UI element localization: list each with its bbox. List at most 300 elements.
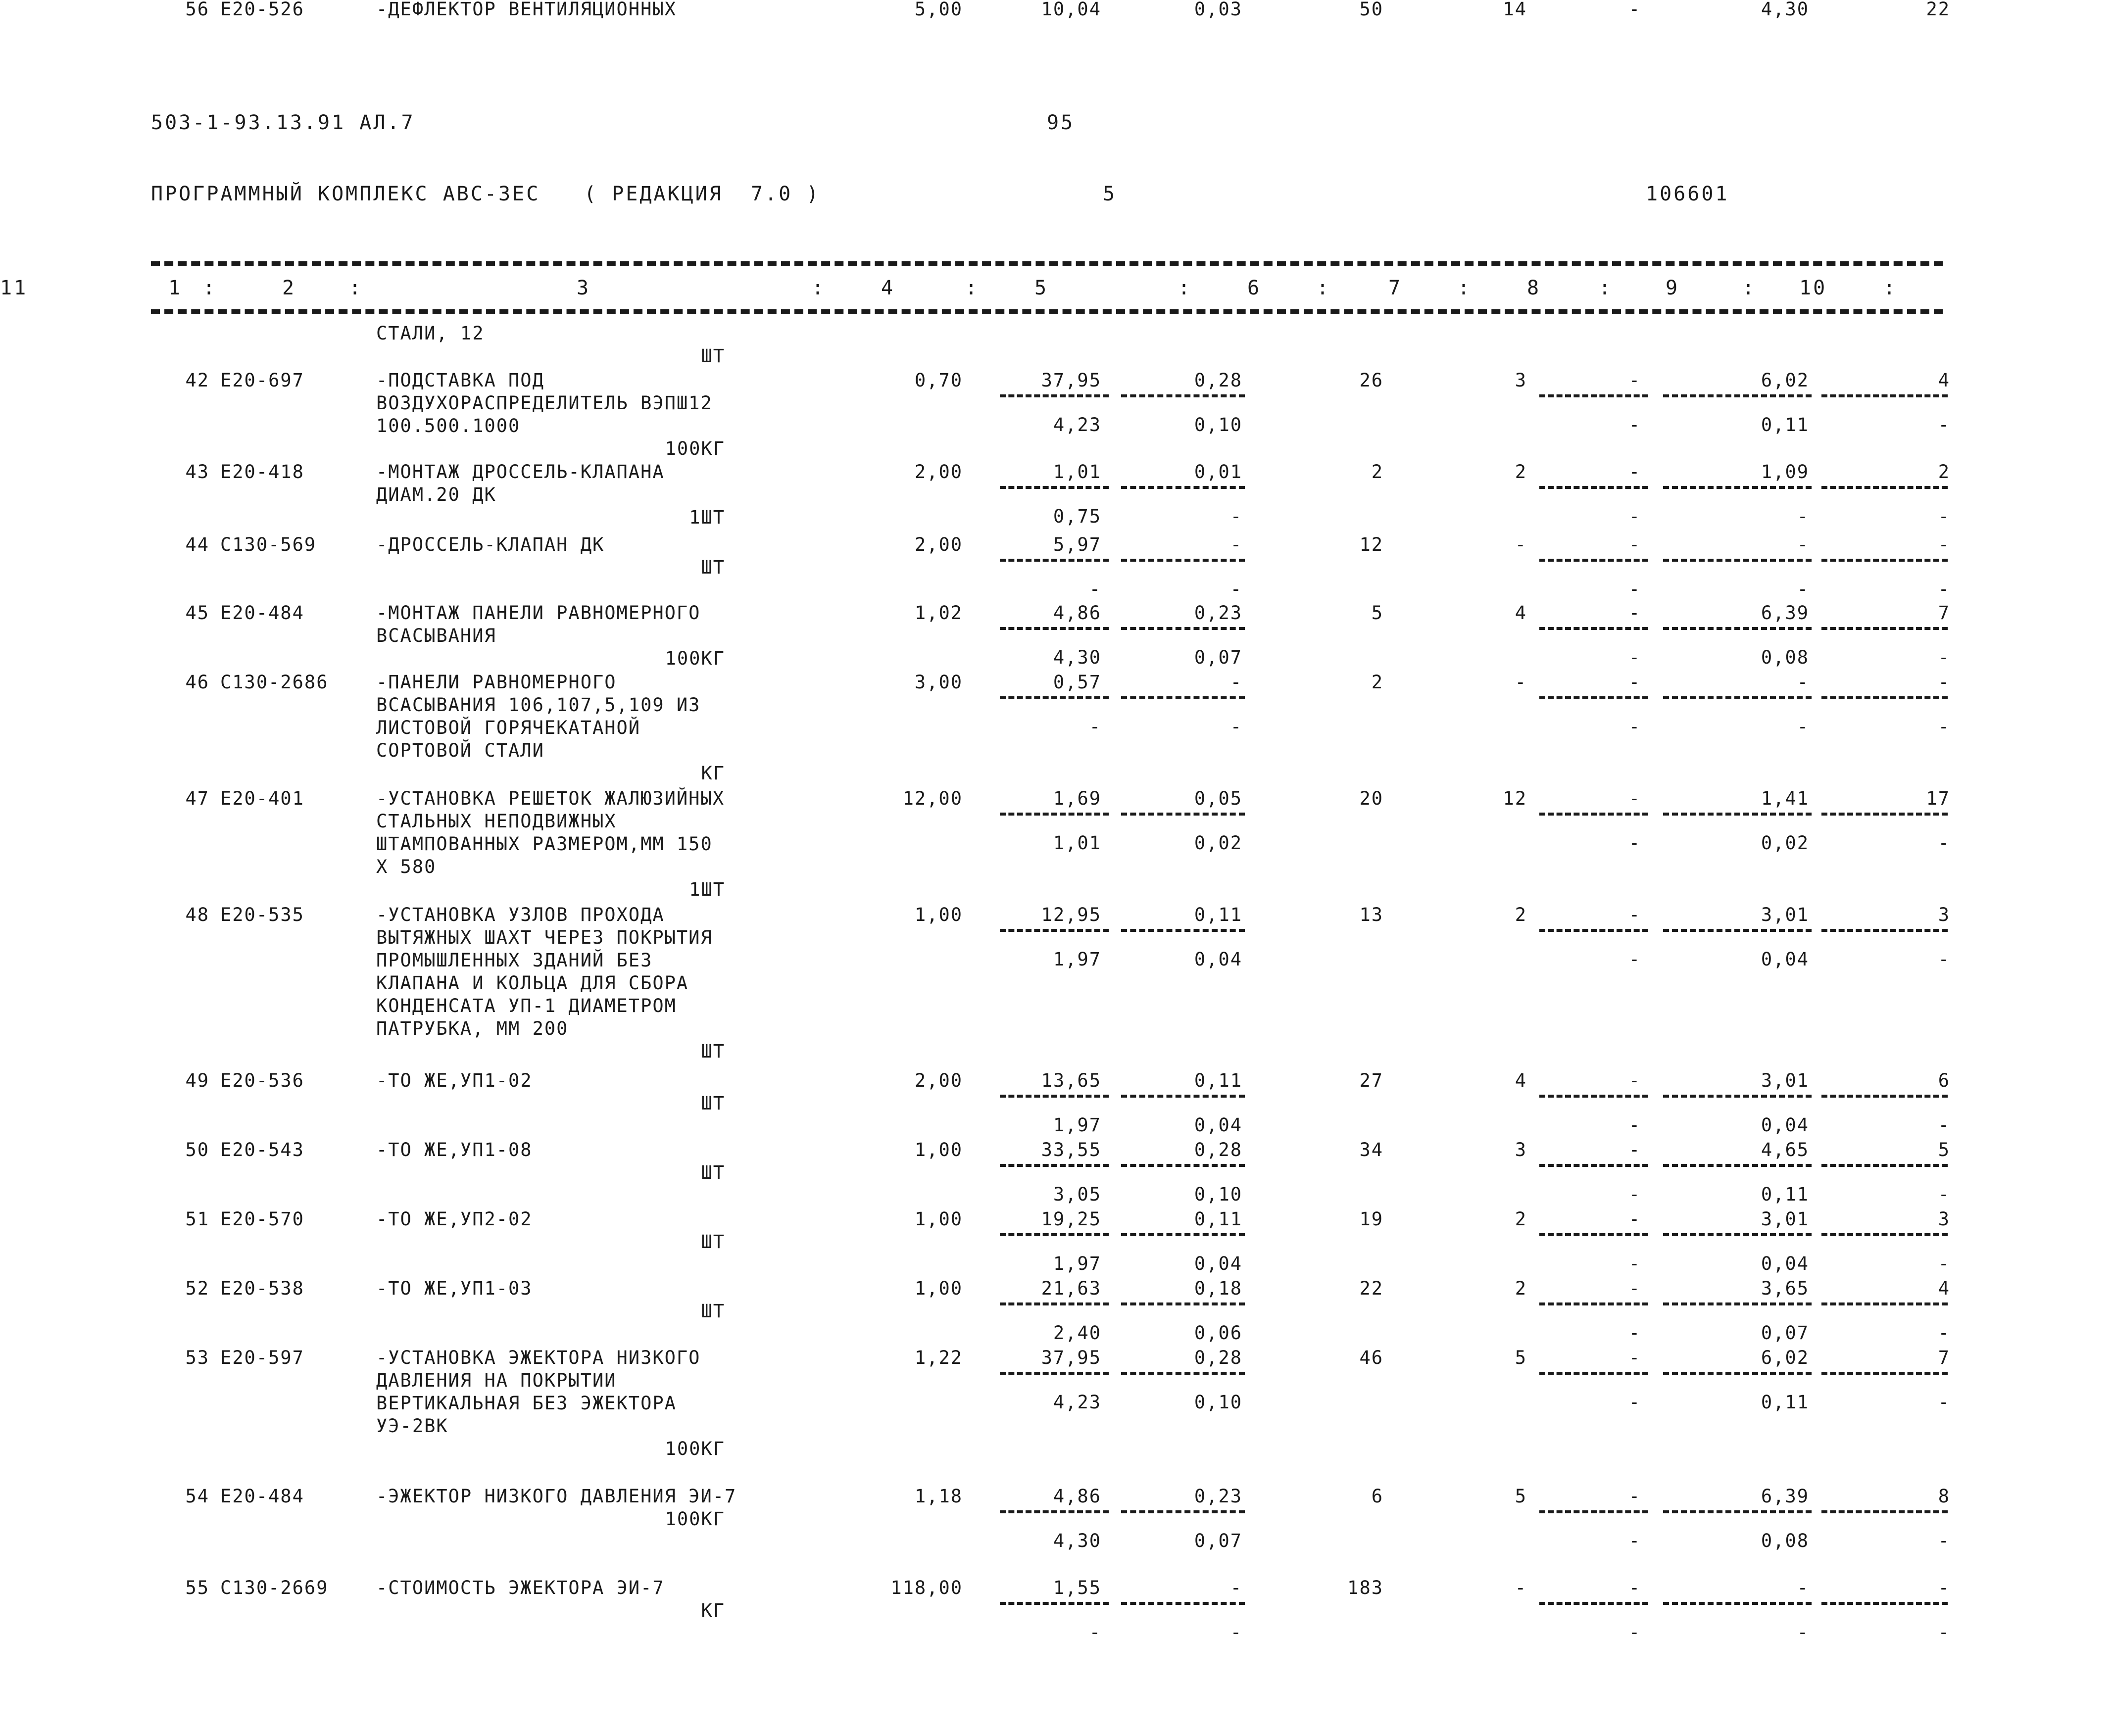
separator-rule — [1121, 1233, 1245, 1236]
cell-col9-secondary: - — [1628, 647, 1641, 668]
cell-col5: 12,95 — [1041, 904, 1101, 925]
item-description: СТАЛЬНЫХ НЕПОДВИЖНЫХ — [376, 811, 617, 832]
cell-col5-secondary: - — [1089, 716, 1101, 737]
separator-rule — [1000, 1095, 1109, 1098]
cell-col10: 6,02 — [1761, 1347, 1809, 1368]
item-description: ВОЗДУХОРАСПРЕДЕЛИТЕЛЬ ВЭПШ12 — [376, 392, 713, 414]
cell-col7: 26 — [1359, 370, 1383, 391]
separator-rule — [1000, 1602, 1109, 1605]
cell-col5-secondary: 2,40 — [1053, 1322, 1101, 1344]
cell-col8: 3 — [1515, 1139, 1527, 1160]
separator-rule — [1121, 1602, 1245, 1605]
rate-code: Е20-597 — [220, 1347, 304, 1368]
quantity: 1,18 — [914, 1486, 963, 1507]
quantity: 1,00 — [914, 1208, 963, 1230]
cell-col10-secondary: 0,04 — [1761, 1253, 1809, 1274]
column-header: 1 — [168, 277, 183, 299]
item-description: Х 580 — [376, 856, 437, 877]
cell-col11: 6 — [1938, 1070, 1950, 1091]
cell-col5: 19,25 — [1041, 1208, 1101, 1230]
cell-col7: 2 — [1371, 672, 1383, 693]
separator-rule — [1539, 559, 1648, 562]
cell-col9-secondary: - — [1628, 1530, 1641, 1551]
quantity: 12,00 — [902, 788, 963, 809]
separator-rule — [1663, 1095, 1812, 1098]
cell-col10-secondary: 0,04 — [1761, 949, 1809, 970]
cell-col10: 3,01 — [1761, 1070, 1809, 1091]
cell-col7: 20 — [1359, 788, 1383, 809]
cell-col5-secondary: 4,30 — [1053, 1530, 1101, 1551]
cell-col8: - — [1515, 672, 1527, 693]
item-description: ДАВЛЕНИЯ НА ПОКРЫТИИ — [376, 1370, 617, 1391]
cell-col10: 1,41 — [1761, 788, 1809, 809]
separator-rule — [1121, 1164, 1245, 1167]
column-separator: : — [1599, 277, 1613, 299]
edition: ( РЕДАКЦИЯ 7.0 ) — [584, 183, 821, 205]
cell-col9: - — [1628, 534, 1641, 555]
item-description: -СТОИМОСТЬ ЭЖЕКТОРА ЭИ-7 — [376, 1577, 665, 1598]
separator-rule — [1663, 627, 1812, 630]
unit-of-measure: ШТ — [701, 1162, 725, 1183]
item-description: ПАТРУБКА, ММ 200 — [376, 1018, 569, 1039]
rate-code: Е20-418 — [220, 461, 304, 482]
cell-col10-secondary: - — [1797, 716, 1809, 737]
table-top-rule — [151, 261, 1943, 266]
item-description: -ТО ЖЕ,УП1-02 — [376, 1070, 533, 1091]
rate-code: Е20-543 — [220, 1139, 304, 1160]
cell-col5-secondary: 0,75 — [1053, 506, 1101, 527]
column-header: 11 — [0, 277, 28, 299]
separator-rule — [1000, 1233, 1109, 1236]
cell-col9-secondary: - — [1628, 579, 1641, 600]
cell-col6: 0,01 — [1194, 461, 1242, 482]
rate-code: Е20-484 — [220, 602, 304, 624]
cell-col10: 4,65 — [1761, 1139, 1809, 1160]
column-separator: : — [1178, 277, 1192, 299]
cell-col9-secondary: - — [1628, 716, 1641, 737]
item-description: ДИАМ.20 ДК — [376, 484, 496, 505]
separator-rule — [1539, 1095, 1648, 1098]
separator-rule — [1121, 1095, 1245, 1098]
quantity: 5,00 — [914, 0, 963, 20]
quantity: 1,00 — [914, 1278, 963, 1299]
cell-col11-secondary: - — [1938, 506, 1950, 527]
cell-col6: 0,03 — [1194, 0, 1242, 20]
cell-col11-secondary: - — [1938, 647, 1950, 668]
quantity: 1,22 — [914, 1347, 963, 1368]
rate-code: С130-2669 — [220, 1577, 329, 1598]
separator-rule — [1121, 813, 1245, 816]
separator-rule — [1121, 696, 1245, 699]
cell-col6-secondary: - — [1230, 506, 1242, 527]
separator-rule — [1121, 486, 1245, 489]
cell-col7: 5 — [1371, 602, 1383, 624]
cell-col10: 3,65 — [1761, 1278, 1809, 1299]
unit-of-measure: ШТ — [701, 1231, 725, 1253]
quantity: 3,00 — [914, 672, 963, 693]
cell-col10: - — [1797, 672, 1809, 693]
separator-rule — [1821, 813, 1948, 816]
cell-col6-secondary: 0,10 — [1194, 414, 1242, 435]
separator-rule — [1539, 1510, 1648, 1513]
rate-code: Е20-538 — [220, 1278, 304, 1299]
cell-col11: 4 — [1938, 1278, 1950, 1299]
rate-code: Е20-536 — [220, 1070, 304, 1091]
cell-col6: 0,23 — [1194, 1486, 1242, 1507]
item-description: -ПОДСТАВКА ПОД — [376, 370, 544, 391]
cell-col7: 27 — [1359, 1070, 1383, 1091]
quantity: 2,00 — [914, 1070, 963, 1091]
separator-rule — [1121, 394, 1245, 397]
cell-col5: 21,63 — [1041, 1278, 1101, 1299]
item-description: КЛАПАНА И КОЛЬЦА ДЛЯ СБОРА — [376, 972, 689, 994]
cell-col7: 22 — [1359, 1278, 1383, 1299]
cell-col11-secondary: - — [1938, 1322, 1950, 1344]
cell-col10-secondary: - — [1797, 579, 1809, 600]
separator-rule — [1821, 559, 1948, 562]
cell-col6-secondary: 0,04 — [1194, 1253, 1242, 1274]
separator-rule — [1821, 394, 1948, 397]
cell-col9: - — [1628, 1486, 1641, 1507]
cell-col5: 4,86 — [1053, 602, 1101, 624]
cell-col6-secondary: 0,10 — [1194, 1392, 1242, 1413]
separator-rule — [1663, 1233, 1812, 1236]
separator-rule — [1121, 929, 1245, 932]
separator-rule — [1539, 696, 1648, 699]
unit-of-measure: 1ШТ — [689, 507, 725, 528]
separator-rule — [1121, 559, 1245, 562]
item-description: -ТО ЖЕ,УП1-03 — [376, 1278, 533, 1299]
cell-col9-secondary: - — [1628, 1392, 1641, 1413]
cell-col10: 3,01 — [1761, 1208, 1809, 1230]
cell-col6: 0,28 — [1194, 1347, 1242, 1368]
separator-rule — [1663, 813, 1812, 816]
cell-col5: 37,95 — [1041, 1347, 1101, 1368]
separator-rule — [1539, 1602, 1648, 1605]
cell-col10: 4,30 — [1761, 0, 1809, 20]
cell-col6-secondary: 0,04 — [1194, 1114, 1242, 1136]
item-description: -УСТАНОВКА РЕШЕТОК ЖАЛЮЗИЙНЫХ — [376, 788, 725, 809]
cell-col7: 6 — [1371, 1486, 1383, 1507]
item-number: 47 — [185, 788, 209, 809]
cell-col10-secondary: 0,11 — [1761, 414, 1809, 435]
cell-col7: 50 — [1359, 0, 1383, 20]
cell-col9: - — [1628, 1347, 1641, 1368]
unit-of-measure: 1ШТ — [689, 879, 725, 900]
cell-col5-secondary: 4,23 — [1053, 414, 1101, 435]
separator-rule — [1000, 696, 1109, 699]
separator-rule — [1663, 1164, 1812, 1167]
cell-col10-secondary: - — [1797, 1622, 1809, 1643]
cell-col8: - — [1515, 534, 1527, 555]
item-number: 51 — [185, 1208, 209, 1230]
column-separator: : — [349, 277, 363, 299]
cell-col10: 3,01 — [1761, 904, 1809, 925]
column-separator: : — [812, 277, 826, 299]
cell-col6: 0,11 — [1194, 904, 1242, 925]
item-description: -ПАНЕЛИ РАВНОМЕРНОГО — [376, 672, 617, 693]
cell-col5-secondary: 1,01 — [1053, 832, 1101, 854]
cell-col8: 4 — [1515, 1070, 1527, 1091]
separator-rule — [1000, 627, 1109, 630]
document-code: 106601 — [1646, 183, 1729, 205]
cell-col6: 0,23 — [1194, 602, 1242, 624]
separator-rule — [1821, 627, 1948, 630]
column-header: 2 — [282, 277, 296, 299]
cell-col5-secondary: 4,30 — [1053, 647, 1101, 668]
separator-rule — [1663, 696, 1812, 699]
cell-col9: - — [1628, 904, 1641, 925]
cell-col8: 5 — [1515, 1486, 1527, 1507]
item-description: -ТО ЖЕ,УП2-02 — [376, 1208, 533, 1230]
separator-rule — [1821, 929, 1948, 932]
item-description: ПРОМЫШЛЕННЫХ ЗДАНИЙ БЕЗ — [376, 950, 653, 971]
cell-col5: 5,97 — [1053, 534, 1101, 555]
cell-col6: 0,18 — [1194, 1278, 1242, 1299]
cell-col10-secondary: 0,07 — [1761, 1322, 1809, 1344]
separator-rule — [1663, 1372, 1812, 1375]
cell-col9-secondary: - — [1628, 1114, 1641, 1136]
separator-rule — [1000, 813, 1109, 816]
item-number: 48 — [185, 904, 209, 925]
rate-code: Е20-484 — [220, 1486, 304, 1507]
cell-col5-secondary: 1,97 — [1053, 1114, 1101, 1136]
cell-col9-secondary: - — [1628, 949, 1641, 970]
item-number: 44 — [185, 534, 209, 555]
cell-col9-secondary: - — [1628, 506, 1641, 527]
separator-rule — [1663, 1602, 1812, 1605]
separator-rule — [1663, 486, 1812, 489]
column-separator: : — [203, 277, 217, 299]
cell-col5-secondary: - — [1089, 1622, 1101, 1643]
column-separator: : — [1883, 277, 1898, 299]
separator-rule — [1539, 394, 1648, 397]
cell-col11: 8 — [1938, 1486, 1950, 1507]
separator-rule — [1821, 696, 1948, 699]
cell-col6: 0,11 — [1194, 1070, 1242, 1091]
unit-of-measure: КГ — [701, 763, 725, 784]
cell-col8: 5 — [1515, 1347, 1527, 1368]
item-description: -УСТАНОВКА УЗЛОВ ПРОХОДА — [376, 904, 665, 925]
cell-col7: 46 — [1359, 1347, 1383, 1368]
cell-col9: - — [1628, 672, 1641, 693]
cell-col11-secondary: - — [1938, 414, 1950, 435]
separator-rule — [1539, 929, 1648, 932]
item-description: ВСАСЫВАНИЯ 106,107,5,109 ИЗ — [376, 694, 701, 716]
cell-col10-secondary: 0,11 — [1761, 1184, 1809, 1205]
unit-of-measure: 100КГ — [665, 1508, 725, 1530]
cell-col6: 0,28 — [1194, 370, 1242, 391]
rate-code: Е20-535 — [220, 904, 304, 925]
cell-col10-secondary: 0,02 — [1761, 832, 1809, 854]
separator-rule — [1121, 627, 1245, 630]
item-description: 100.500.1000 — [376, 415, 521, 436]
separator-rule — [1821, 486, 1948, 489]
cell-col6: - — [1230, 1577, 1242, 1598]
cell-col11-secondary: - — [1938, 1253, 1950, 1274]
cell-col11-secondary: - — [1938, 1184, 1950, 1205]
separator-rule — [1000, 1510, 1109, 1513]
item-description: СОРТОВОЙ СТАЛИ — [376, 740, 544, 761]
separator-rule — [1539, 486, 1648, 489]
cell-col11: 5 — [1938, 1139, 1950, 1160]
cell-col9: - — [1628, 1070, 1641, 1091]
cell-col11: 3 — [1938, 1208, 1950, 1230]
cell-col6: - — [1230, 534, 1242, 555]
cell-col11: 3 — [1938, 904, 1950, 925]
separator-rule — [1000, 486, 1109, 489]
cell-col9: - — [1628, 1208, 1641, 1230]
cell-col11-secondary: - — [1938, 1114, 1950, 1136]
rate-code: Е20-570 — [220, 1208, 304, 1230]
item-description: КОНДЕНСАТА УП-1 ДИАМЕТРОМ — [376, 995, 677, 1016]
rate-code: Е20-697 — [220, 370, 304, 391]
cell-col8: 2 — [1515, 904, 1527, 925]
cell-col10: 6,39 — [1761, 602, 1809, 624]
rate-code: С130-569 — [220, 534, 317, 555]
item-number: 49 — [185, 1070, 209, 1091]
separator-rule — [1821, 1095, 1948, 1098]
table-header-rule — [151, 309, 1943, 314]
cell-col6-secondary: 0,07 — [1194, 647, 1242, 668]
quantity: 2,00 — [914, 534, 963, 555]
cell-col10: - — [1797, 534, 1809, 555]
cell-col5: 37,95 — [1041, 370, 1101, 391]
cell-col6-secondary: 0,02 — [1194, 832, 1242, 854]
cell-col11: 7 — [1938, 1347, 1950, 1368]
item-description: ЛИСТОВОЙ ГОРЯЧЕКАТАНОЙ — [376, 717, 641, 738]
separator-rule — [1821, 1602, 1948, 1605]
cell-col10: 6,02 — [1761, 370, 1809, 391]
cell-col11: - — [1938, 672, 1950, 693]
cell-col9-secondary: - — [1628, 1322, 1641, 1344]
separator-rule — [1000, 394, 1109, 397]
cell-col5-secondary: 1,97 — [1053, 949, 1101, 970]
cell-col8: 2 — [1515, 461, 1527, 482]
quantity: 1,00 — [914, 1139, 963, 1160]
doc-code: 503-1-93.13.91 АЛ.7 — [151, 111, 415, 134]
cell-col10-secondary: 0,08 — [1761, 1530, 1809, 1551]
cell-col5: 1,55 — [1053, 1577, 1101, 1598]
column-header: 5 — [1034, 277, 1049, 299]
unit-of-measure: ШТ — [701, 1093, 725, 1114]
column-separator: : — [965, 277, 980, 299]
cell-col10: - — [1797, 1577, 1809, 1598]
cell-col6-secondary: - — [1230, 579, 1242, 600]
cell-col6-secondary: - — [1230, 716, 1242, 737]
unit-of-measure: ШТ — [701, 1301, 725, 1322]
separator-rule — [1539, 813, 1648, 816]
cell-col9: - — [1628, 602, 1641, 624]
cell-col7: 13 — [1359, 904, 1383, 925]
cell-col10-secondary: 0,08 — [1761, 647, 1809, 668]
cell-col6: - — [1230, 672, 1242, 693]
program-title: ПРОГРАММНЫЙ КОМПЛЕКС АВС-3ЕС — [151, 183, 540, 205]
cell-col9: - — [1628, 1278, 1641, 1299]
item-description: СТАЛИ, 12 — [376, 323, 485, 344]
separator-rule — [1663, 1302, 1812, 1305]
cell-col10-secondary: - — [1797, 506, 1809, 527]
cell-col6: 0,05 — [1194, 788, 1242, 809]
cell-col9: - — [1628, 370, 1641, 391]
cell-col9-secondary: - — [1628, 832, 1641, 854]
separator-rule — [1000, 559, 1109, 562]
cell-col6: 0,28 — [1194, 1139, 1242, 1160]
item-description: -ЭЖЕКТОР НИЗКОГО ДАВЛЕНИЯ ЭИ-7 — [376, 1486, 737, 1507]
separator-rule — [1121, 1510, 1245, 1513]
separator-rule — [1821, 1164, 1948, 1167]
cell-col5: 1,01 — [1053, 461, 1101, 482]
item-number: 50 — [185, 1139, 209, 1160]
unit-of-measure: 100КГ — [665, 438, 725, 459]
separator-rule — [1539, 1302, 1648, 1305]
cell-col6-secondary: 0,06 — [1194, 1322, 1242, 1344]
item-description: ВЫТЯЖНЫХ ШАХТ ЧЕРЕЗ ПОКРЫТИЯ — [376, 927, 713, 948]
cell-col11: 2 — [1938, 461, 1950, 482]
item-number: 46 — [185, 672, 209, 693]
separator-rule — [1000, 1302, 1109, 1305]
cell-col6-secondary: - — [1230, 1622, 1242, 1643]
unit-of-measure: КГ — [701, 1600, 725, 1621]
cell-col7: 183 — [1347, 1577, 1383, 1598]
column-separator: : — [1742, 277, 1757, 299]
quantity: 118,00 — [890, 1577, 963, 1598]
item-description: -ДЕФЛЕКТОР ВЕНТИЛЯЦИОННЫХ — [376, 0, 677, 20]
cell-col11: - — [1938, 534, 1950, 555]
item-description: -УСТАНОВКА ЭЖЕКТОРА НИЗКОГО — [376, 1347, 701, 1368]
cell-col11: - — [1938, 1577, 1950, 1598]
cell-col9: - — [1628, 1139, 1641, 1160]
column-header: 3 — [577, 277, 591, 299]
separator-rule — [1121, 1302, 1245, 1305]
unit-of-measure: ШТ — [701, 1041, 725, 1062]
cell-col6-secondary: 0,04 — [1194, 949, 1242, 970]
cell-col8: 4 — [1515, 602, 1527, 624]
item-number: 52 — [185, 1278, 209, 1299]
quantity: 2,00 — [914, 461, 963, 482]
separator-rule — [1663, 929, 1812, 932]
cell-col9: - — [1628, 788, 1641, 809]
separator-rule — [1000, 1372, 1109, 1375]
cell-col5: 10,04 — [1041, 0, 1101, 20]
cell-col9-secondary: - — [1628, 1622, 1641, 1643]
separator-rule — [1821, 1302, 1948, 1305]
cell-col8: - — [1515, 1577, 1527, 1598]
item-description: ВСАСЫВАНИЯ — [376, 625, 496, 646]
cell-col10-secondary: 0,11 — [1761, 1392, 1809, 1413]
cell-col11-secondary: - — [1938, 716, 1950, 737]
unit-of-measure: ШТ — [701, 557, 725, 578]
item-description: ВЕРТИКАЛЬНАЯ БЕЗ ЭЖЕКТОРА — [376, 1393, 677, 1414]
rate-code: Е20-526 — [220, 0, 304, 20]
cell-col5: 1,69 — [1053, 788, 1101, 809]
cell-col5-secondary: 4,23 — [1053, 1392, 1101, 1413]
column-header: 4 — [881, 277, 895, 299]
cell-col11: 22 — [1926, 0, 1950, 20]
cell-col9: - — [1628, 1577, 1641, 1598]
item-description: -МОНТАЖ ДРОССЕЛЬ-КЛАПАНА — [376, 461, 665, 482]
item-description: УЭ-2ВК — [376, 1415, 448, 1437]
item-number: 45 — [185, 602, 209, 624]
sheet-number: 5 — [1103, 183, 1117, 205]
cell-col11-secondary: - — [1938, 1622, 1950, 1643]
column-header: 9 — [1666, 277, 1680, 299]
cell-col10-secondary: 0,04 — [1761, 1114, 1809, 1136]
cell-col8: 2 — [1515, 1278, 1527, 1299]
cell-col8: 2 — [1515, 1208, 1527, 1230]
quantity: 1,00 — [914, 904, 963, 925]
separator-rule — [1000, 929, 1109, 932]
